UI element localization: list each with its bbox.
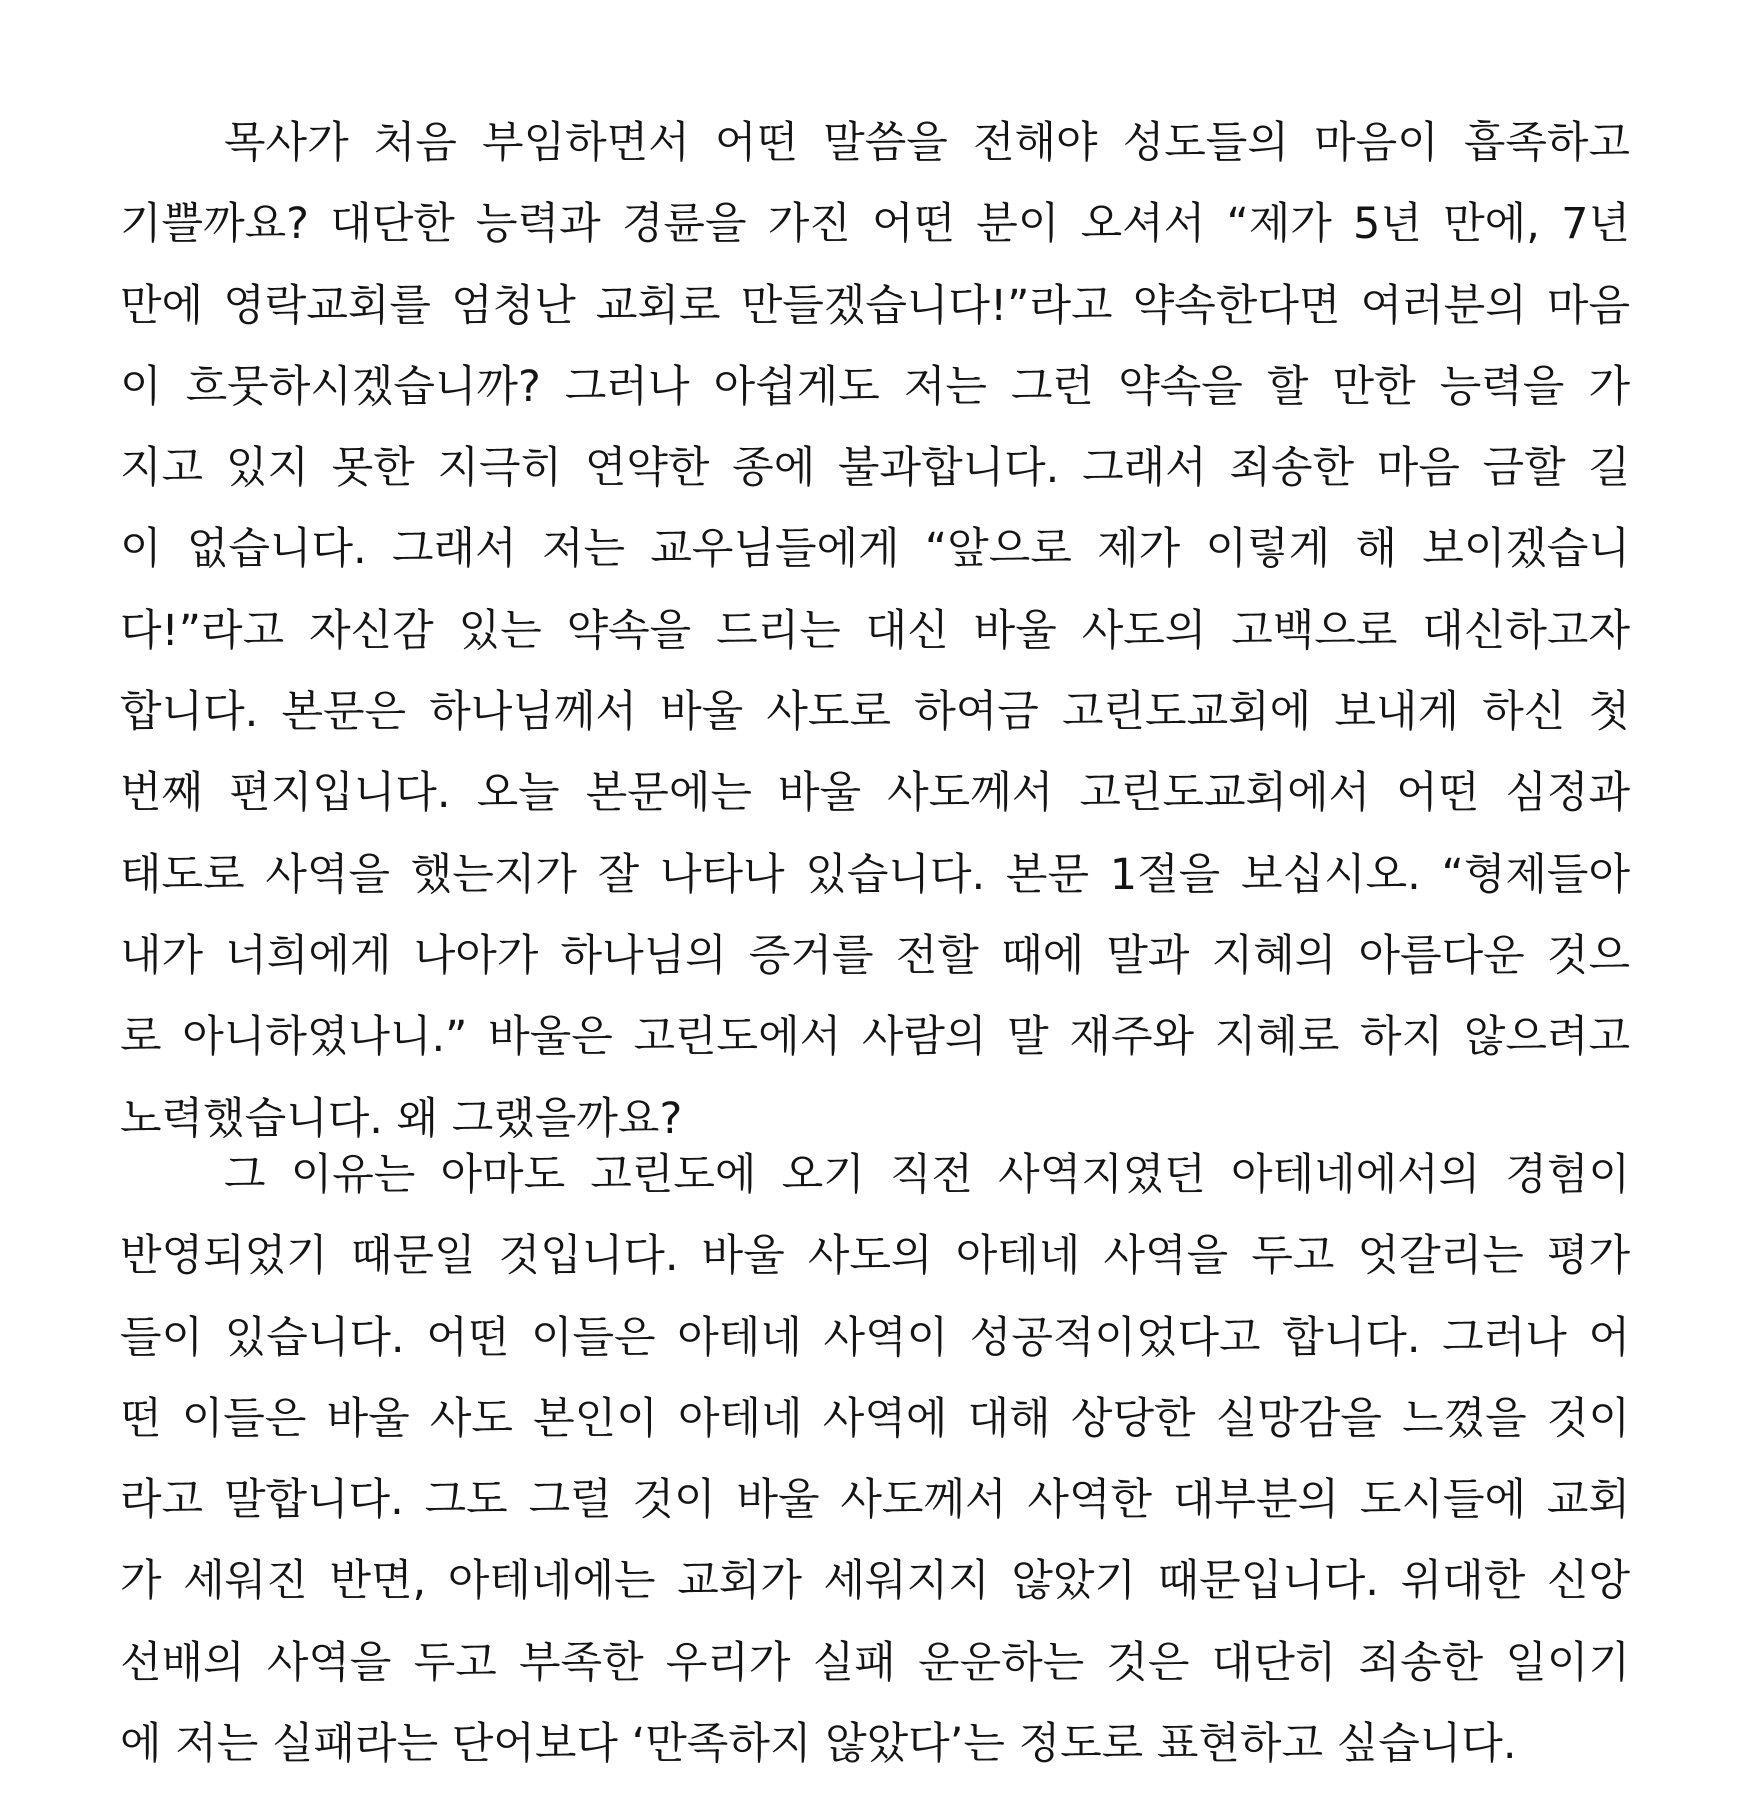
paragraph-line: 번째 편지입니다. 오늘 본문에는 바울 사도께서 고린도교회에서 어떤 심정과 [120, 768, 1630, 819]
paragraph-line: 이 흐뭇하시겠습니까? 그러나 아쉽게도 저는 그런 약속을 할 만한 능력을 가 [120, 361, 1630, 412]
paragraph-line: 그 이유는 아마도 고린도에 오기 직전 사역지였던 아테네에서의 경험이 [224, 1150, 1630, 1200]
paragraph-line: 기쁠까요? 대단한 능력과 경륜을 가진 어떤 분이 오셔서 “제가 5년 만에, 7년 [120, 199, 1630, 250]
paragraph-line: 라고 말합니다. 그도 그럴 것이 바울 사도께서 사역한 대부분의 도시들에 교회 [120, 1475, 1630, 1526]
paragraph-line: 가 세워진 반면, 아테네에는 교회가 세워지지 않았기 때문입니다. 위대한 신앙 [120, 1556, 1630, 1607]
paragraph-2 [120, 1135, 1630, 1785]
paragraph-line: 선배의 사역을 두고 부족한 우리가 실패 운운하는 것은 대단히 죄송한 일이기 [120, 1637, 1630, 1688]
paragraph-1 [120, 103, 1630, 1160]
paragraph-line: 다!”라고 자신감 있는 약속을 드리는 대신 바울 사도의 고백으로 대신하고자 [120, 605, 1630, 656]
paragraph-line: 지고 있지 못한 지극히 연약한 종에 불과합니다. 그래서 죄송한 마음 금할 길 [120, 443, 1630, 494]
paragraph-line: 로 아니하였나니.” 바울은 고린도에서 사람의 말 재주와 지혜로 하지 않으려고 [120, 1012, 1630, 1063]
paragraph-line: 목사가 처음 부임하면서 어떤 말씀을 전해야 성도들의 마음이 흡족하고 [224, 118, 1630, 168]
paragraph-line: 내가 너희에게 나아가 하나님의 증거를 전할 때에 말과 지혜의 아름다운 것으 [120, 930, 1630, 981]
paragraph-line: 이 없습니다. 그래서 저는 교우님들에게 “앞으로 제가 이렇게 해 보이겠습니 [120, 524, 1630, 575]
paragraph-line: 반영되었기 때문일 것입니다. 바울 사도의 아테네 사역을 두고 엇갈리는 평가 [120, 1231, 1630, 1282]
paragraph-line: 만에 영락교회를 엄청난 교회로 만들겠습니다!”라고 약속한다면 여러분의 마음 [120, 280, 1630, 331]
paragraph-line: 떤 이들은 바울 사도 본인이 아테네 사역에 대해 상당한 실망감을 느꼈을 것이 [120, 1393, 1630, 1444]
paragraph-line: 태도로 사역을 했는지가 잘 나타나 있습니다. 본문 1절을 보십시오. “형제들아 [120, 849, 1630, 900]
paragraph-line: 에 저는 실패라는 단어보다 ‘만족하지 않았다’는 정도로 표현하고 싶습니다. [120, 1719, 1517, 1770]
paragraph-line: 노력했습니다. 왜 그랬을까요? [120, 1093, 683, 1144]
paragraph-line: 들이 있습니다. 어떤 이들은 아테네 사역이 성공적이었다고 합니다. 그러나 어 [120, 1312, 1630, 1363]
paragraph-line: 합니다. 본문은 하나님께서 바울 사도로 하여금 고린도교회에 보내게 하신 첫 [120, 687, 1630, 738]
